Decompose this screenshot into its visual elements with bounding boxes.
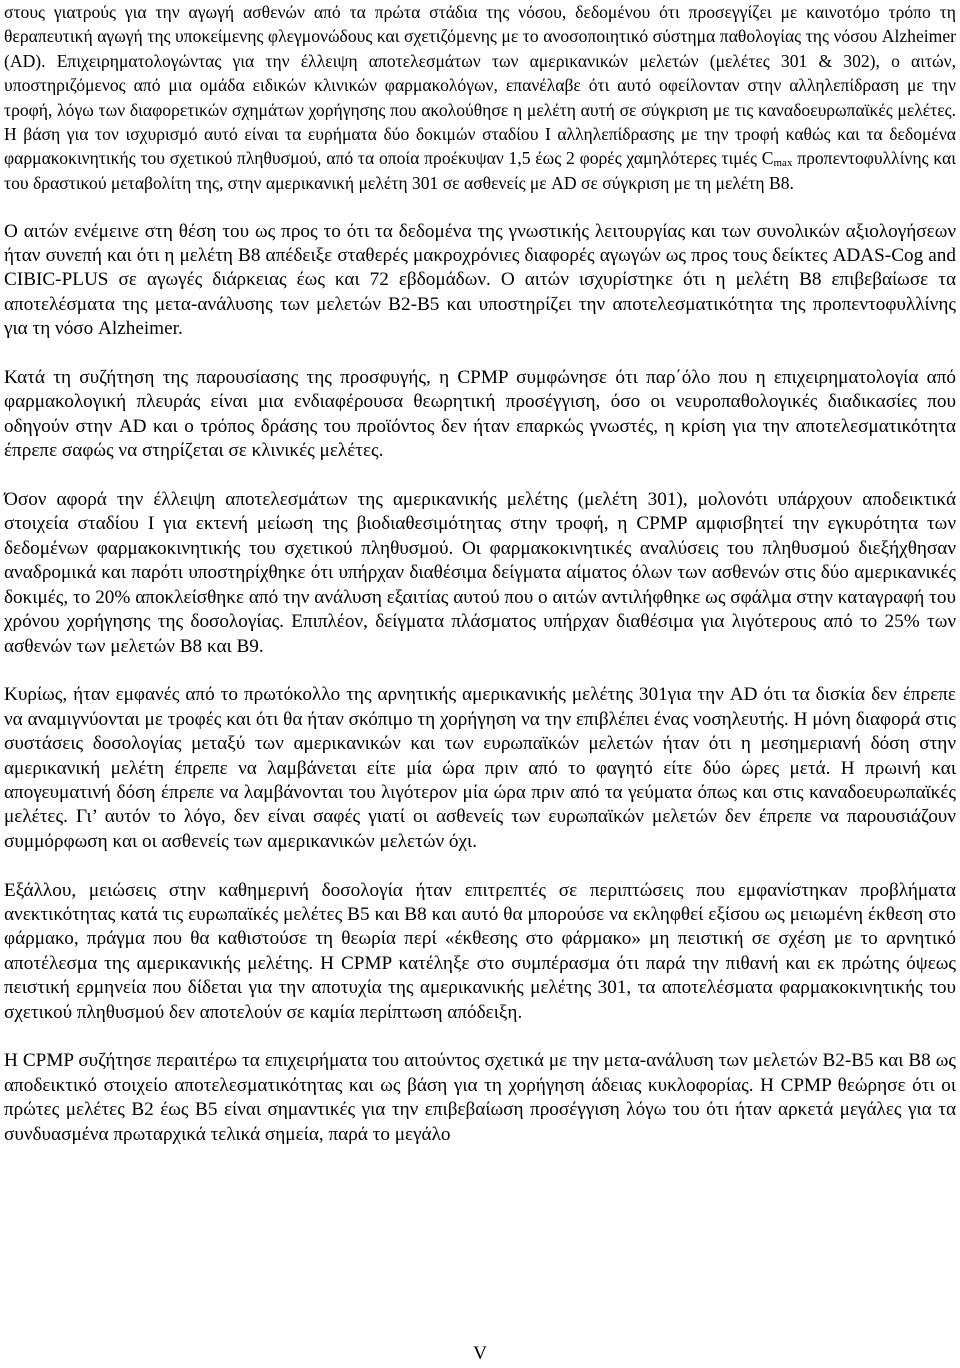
document-page [4, 0, 956, 1147]
paragraph-1-part-3: Η βάση για τον ισχυρισμό αυτό είναι τα ευρήματα δύο δοκιμών σταδίου Ι αλληλεπίδρασης με την τροφή καθώς και τα δεδομένα φαρμακοκινητικής του σχετικού πληθυσμού, από τα οποία προέκυψαν 1,5 έως 2 φορές χαμηλότερες τιμές C [4, 124, 956, 169]
paragraph-5: Κυρίως, ήταν εμφανές από το πρωτόκολλο της αρνητικής αμερικανικής μελέτης 301για την AD ότι τα δισκία δεν έπρεπε να αναμιγνύονται με τροφές και ότι θα ήταν σκόπιμο τη χορήγηση να την επιβλέπει ένας νοσηλευτής. Η μόνη διαφορά στις συστάσεις δοσολογίας μεταξύ των αμερικανικών και των ευρωπαϊκών μελετών ήταν ότι η μεσημεριανή δόση στην αμερικανική μελέτη έπρεπε να λαμβάνεται είτε μία ώρα πριν από το φαγητό είτε δύο ώρες μετά. Η πρωινή και απογευματινή δόση έπρεπε να λαμβάνονται του λιγότερον μία ώρα πριν από τα γεύματα όπως και στις καναδοευρωπαϊκές μελέτες. Γι’ αυτόν το λόγο, δεν είναι σαφές γιατί οι ασθενείς των ευρωπαϊκών μελετών δεν έπρεπε να παρουσιάζουν συμμόρφωση και οι ασθενείς των αμερικανικών μελετών όχι. [4, 684, 956, 852]
paragraph-1-part-4: προπεντοφυλλίνης και του δραστικού μεταβολίτη της, στην αμερικανική μελέτη 301 σε ασθενείς με AD σε σύγκριση με τη μελέτη B8. [4, 148, 956, 193]
paragraph-1-part-1: στους γιατρούς για την αγωγή ασθενών από τα πρώτα στάδια της νόσου, δεδομένου ότι προσεγγίζει με καινοτόμο τρόπο τη θεραπευτική αγωγή της υποκείμενης φλεγμονώδους και σχετιζόμενης με το ανοσοποιητικό σύστημα παθολογίας της νόσου Alzheimer (AD). [4, 2, 956, 71]
paragraph-3: Κατά τη συζήτηση της παρουσίασης της προσφυγής, η CPMP συμφώνησε ότι παρ΄όλο που η επιχειρηματολογία από φαρμακολογική πλευράς είναι μια ενδιαφέρουσα θεωρητική προσέγγιση, όσο οι νευροπαθολογικές διαδικασίες που οδηγούν στην AD και ο τρόπος δράσης του προϊόντος δεν ήταν επαρκώς γνωστές, η κρίση για την αποτελεσματικότητα έπρεπε σαφώς να στηρίζεται σε κλινικές μελέτες. [4, 367, 956, 462]
paragraph-6: Εξάλλου, μειώσεις στην καθημερινή δοσολογία ήταν επιτρεπτές σε περιπτώσεις που εμφανίστηκαν προβλήματα ανεκτικότητας κατά τις ευρωπαϊκές μελέτες B5 και B8 και αυτό θα μπορούσε να εκληφθεί εξίσου ως μειωμένη έκθεση στο φάρμακο, πράγμα που θα καθιστούσε τη θεωρία περί «έκθεσης στο φάρμακο» μη πειστική σε σχέση με το αρνητικό αποτέλεσμα της αμερικανικής μελέτης. Η CPMP κατέληξε στο συμπέρασμα ότι παρά την πιθανή και εκ πρώτης όψεως πειστική ερμηνεία που δίδεται για την αποτυχία της αμερικανικής μελέτης 301, τα αποτελέσματα φαρμακοκινητικής του σχετικού πληθυσμού δεν αποτελούν σε καμία περίπτωση απόδειξη. [4, 879, 956, 1023]
paragraph-1 [4, 0, 956, 195]
paragraph-7: Η CPMP συζήτησε περαιτέρω τα επιχειρήματα του αιτούντος σχετικά με την μετα-ανάλυση των μελετών B2-B5 και B8 ως αποδεικτικό στοιχείο αποτελεσματικότητας και ως βάση για τη χορήγηση άδειας κυκλοφορίας. Η CPMP θεώρησε ότι οι πρώτες μελέτες B2 έως B5 είναι σημαντικές για την επιβεβαίωση προσέγγιση λόγω του ότι ήταν αρκετά μεγάλες για τα συνδυασμένα πρωταρχικά τελικά σημεία, παρά το μεγάλο [4, 1050, 956, 1145]
paragraph-2: Ο αιτών ενέμεινε στη θέση του ως προς το ότι τα δεδομένα της γνωστικής λειτουργίας και των συνολικών αξιολογήσεων ήταν συνεπή και ότι η μελέτη B8 απέδειξε σταθερές μακροχρόνιες διαφορές αγωγών ως προς τους δείκτες ADAS-Cog and CIBIC-PLUS σε αγωγές διάρκειας έως και 72 εβδομάδων. Ο αιτών ισχυρίστηκε ότι η μελέτη B8 επιβεβαίωσε τα αποτελέσματα της μετα-ανάλυσης των μελετών B2-B5 και υποστηρίζει την αποτελεσματικότητα της προπεντοφυλλίνης για τη νόσο Alzheimer. [4, 220, 956, 340]
cmax-subscript: max [773, 157, 793, 170]
page-number: V [473, 1343, 487, 1364]
paragraph-4: Όσον αφορά την έλλειψη αποτελεσμάτων της αμερικανικής μελέτης (μελέτη 301), μολονότι υπάρχουν αποδεικτικά στοιχεία σταδίου Ι για εκτενή μείωση της βιοδιαθεσιμότητας στην τροφή, η CPMP αμφισβητεί την εγκυρότητα των δεδομένων φαρμακοκινητικής του σχετικού πληθυσμού. Οι φαρμακοκινητικές αναλύσεις του πληθυσμού διεξήχθησαν αναδρομικά και παρότι υποστηρίχθηκε ότι υπήρχαν διαθέσιμα δείγματα αίματος όλων των ασθενών στις δύο αμερικανικές δοκιμές, το 20% αποκλείσθηκε από την ανάλυση εξαιτίας αυτού που ο αιτών αντιλήφθηκε ως σφάλμα στην καταγραφή του χρόνου χορήγησης της δοσολογίας. Επιπλέον, δείγματα πλάσματος υπήρχαν διαθέσιμα για λιγότερους από το 25% των ασθενών των μελετών B8 και B9. [4, 489, 956, 657]
paragraph-1-part-2: Επιχειρηματολογώντας για την έλλειψη αποτελεσμάτων των αμερικανικών μελετών (μελέτες 301 & 302), ο αιτών, υποστηριζόμενος από μια ομάδα ειδικών κλινικών φαρμακολόγων, επανέλαβε ότι αυτό οφείλονταν στην αλληλεπίδραση με την τροφή, λόγω των διαφορετικών σχημάτων χορήγησης που ακολούθησε η μελέτη αυτή σε σύγκριση με τις καναδοευρωπαϊκές μελέτες. [4, 50, 956, 120]
